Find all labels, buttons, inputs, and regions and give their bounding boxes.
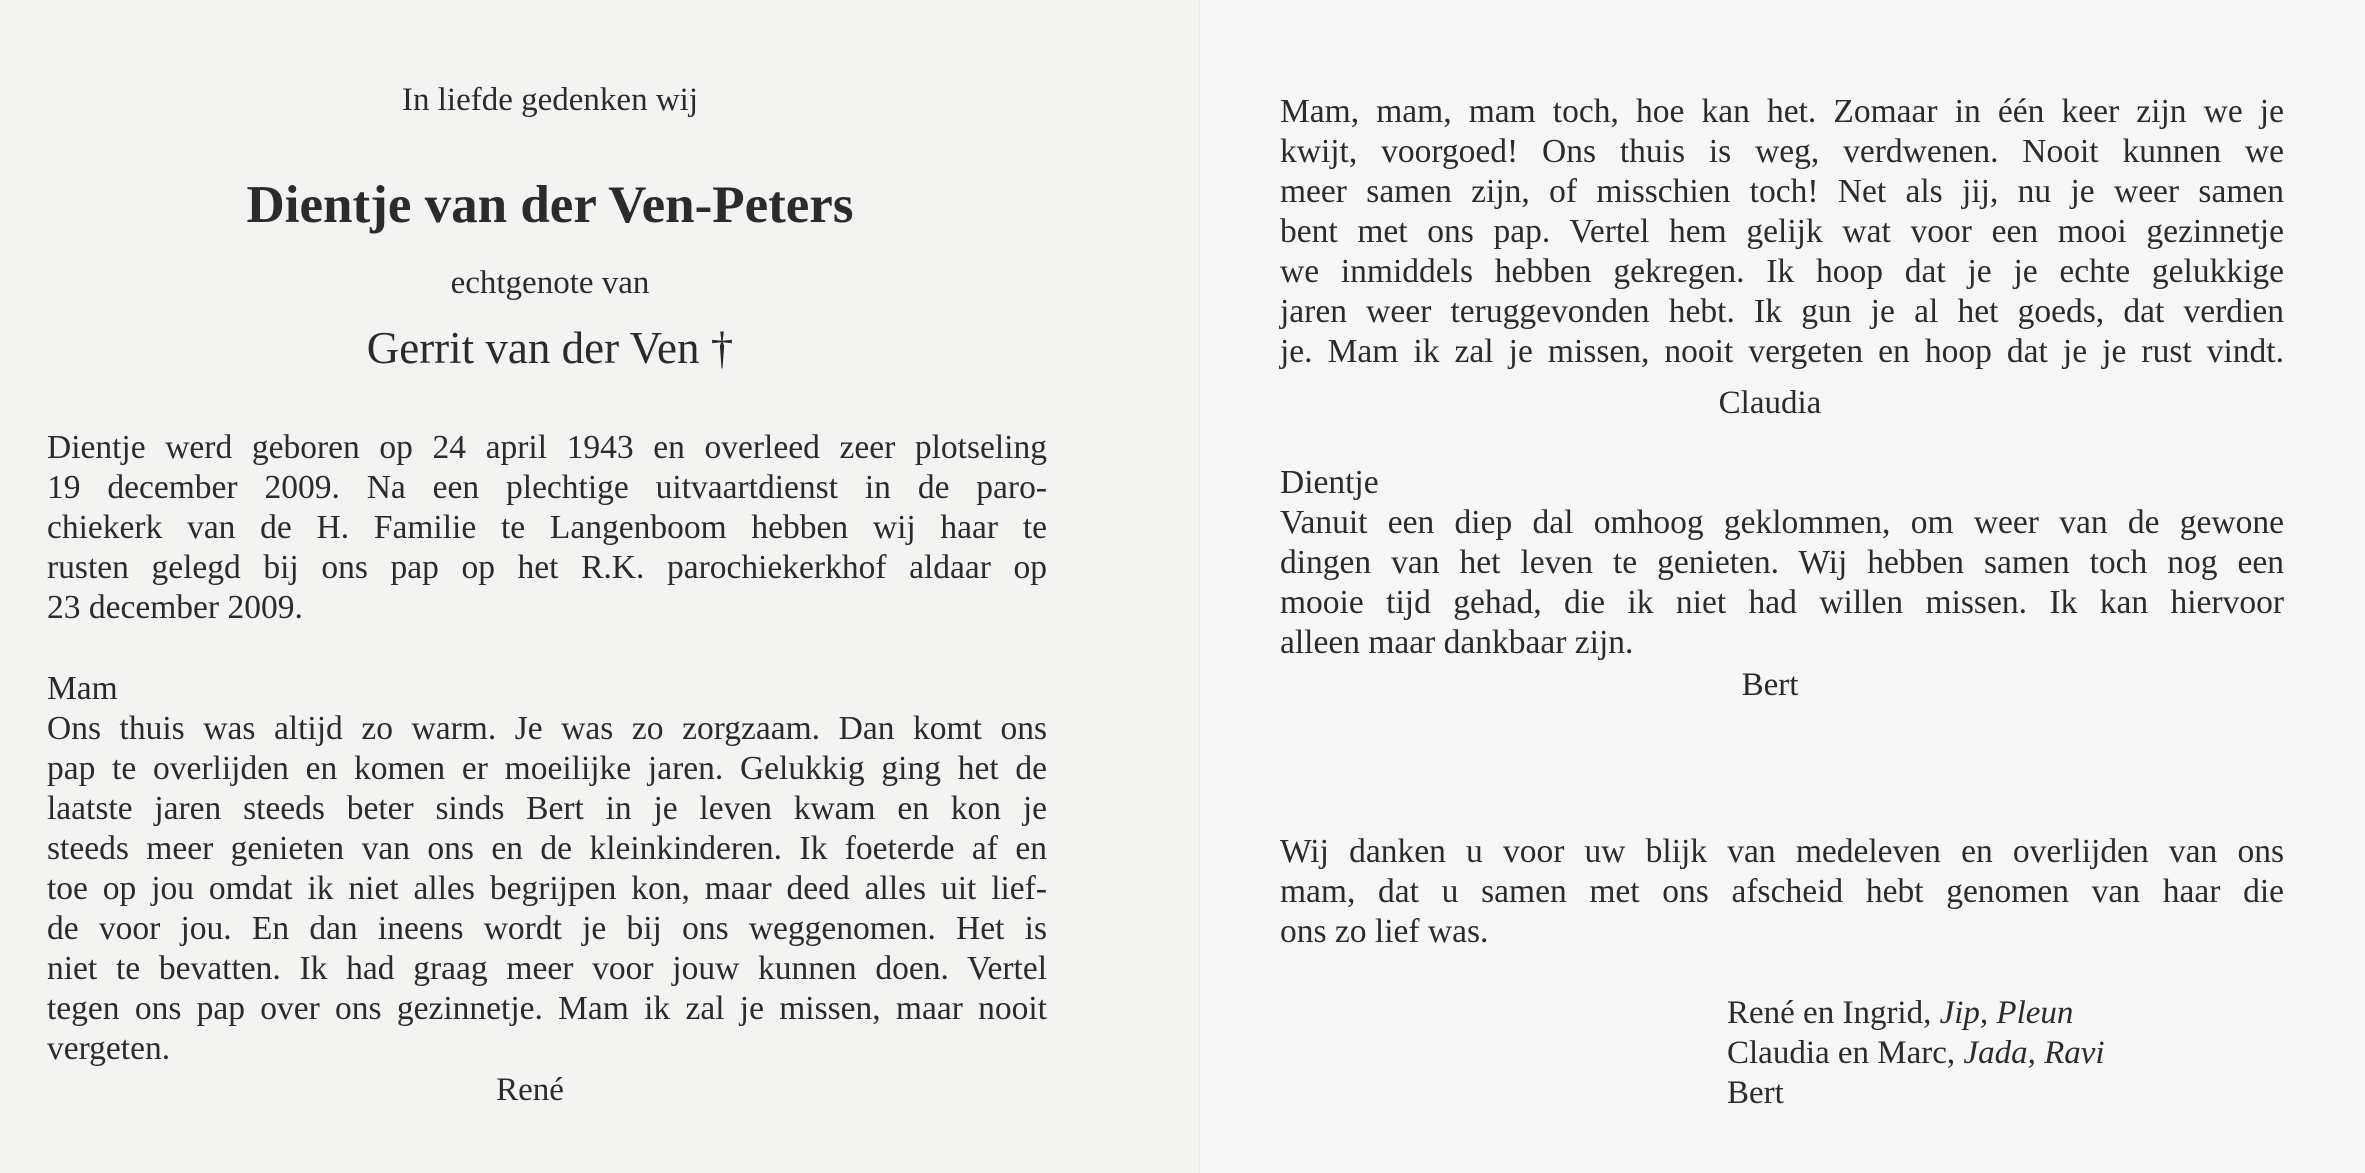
signature-rene: René [496,1072,564,1108]
bio-line: 23 december 2009. [47,589,303,626]
letter-line: toe op jou omdat ik niet alles begrijpen kon, maar deed alles uit lief- [47,870,1047,907]
letter-line: Vanuit een diep dal omhoog geklommen, om weer van de gewone [1280,504,2284,541]
letter-line: jaren weer teruggevonden hebt. Ik gun je al het goeds, dat verdien [1280,293,2284,330]
letter-line: bent met ons pap. Vertel hem gelijk wat voor een mooi gezinnetje [1280,213,2284,250]
letter-line: Mam, mam, mam toch, hoe kan het. Zomaar in één keer zijn we je [1280,93,2284,130]
bio-line: Dientje werd geboren op 24 april 1943 en overleed zeer plotseling [47,429,1047,466]
letter-line: mooie tijd gehad, die ik niet had willen missen. Ik kan hiervoor [1280,584,2284,621]
letter-line: de voor jou. En dan ineens wordt je bij ons weggenomen. Het is [47,910,1047,947]
letter-heading: Dientje [1280,464,1379,501]
letter-heading: Mam [47,670,118,707]
family-names: Claudia en Marc, [1727,1035,1956,1071]
letter-line: laatste jaren steeds beter sinds Bert in je leven kwam en kon je [47,790,1047,827]
grandchildren-names: Jip, Pleun [1939,995,2074,1031]
intro-text: In liefde gedenken wij [402,82,698,118]
letter-line: dingen van het leven te genieten. Wij hebben samen toch nog een [1280,544,2284,581]
letter-line: Ons thuis was altijd zo warm. Je was zo zorgzaam. Dan komt ons [47,710,1047,747]
letter-claudia [1280,92,2284,372]
bio-paragraph [47,428,1047,628]
grandchildren-names: Jada, Ravi [1963,1035,2105,1071]
family-names: René en Ingrid, [1727,995,1932,1031]
letter-line: meer samen zijn, of misschien toch! Net als jij, nu je weer samen [1280,173,2284,210]
letter-line: alleen maar dankbaar zijn. [1280,624,1634,661]
bio-line: 19 december 2009. Na een plechtige uitvaartdienst in de paro- [47,469,1047,506]
letter-bert [1280,463,2284,663]
letter-line: vergeten. [47,1030,171,1067]
family-list [1727,993,2105,1113]
thanks-line: Wij danken u voor uw blijk van medeleven en overlijden van ons [1280,833,2284,870]
letter-line: we inmiddels hebben gekregen. Ik hoop dat je je echte gelukkige [1280,253,2284,290]
spouse-name: Gerrit van der Ven † [366,323,734,373]
bio-line: rusten gelegd bij ons pap op het R.K. parochiekerkhof aldaar op [47,549,1047,586]
right-page [1200,0,2365,1173]
letter-line: steeds meer genieten van ons en de kleinkinderen. Ik foeterde af en [47,830,1047,867]
family-entry [1727,993,2105,1033]
letter-line: kwijt, voorgoed! Ons thuis is weg, verdwenen. Nooit kunnen we [1280,133,2284,170]
letter-line: niet te bevatten. Ik had graag meer voor jouw kunnen doen. Vertel [47,950,1047,987]
letter-line: tegen ons pap over ons gezinnetje. Mam ik zal je missen, maar nooit [47,990,1047,1027]
signature-bert: Bert [1741,667,1799,703]
bio-line: chiekerk van de H. Familie te Langenboom hebben wij haar te [47,509,1047,546]
signature-claudia: Claudia [1718,385,1822,421]
family-entry [1727,1033,2105,1073]
family-entry [1727,1073,2105,1113]
thanks-line: mam, dat u samen met ons afscheid hebt genomen van haar die [1280,873,2284,910]
letter-line: je. Mam ik zal je missen, nooit vergeten en hoop dat je je rust vindt. [1280,333,2284,370]
letter-line: pap te overlijden en komen er moeilijke jaren. Gelukkig ging het de [47,750,1047,787]
thanks-paragraph [1280,832,2284,952]
deceased-name: Dientje van der Ven-Peters [246,176,854,234]
spouse-label: echtgenote van [450,265,650,301]
family-names: Bert [1727,1075,1784,1111]
thanks-line: ons zo lief was. [1280,913,1489,950]
letter-rene [47,669,1047,1069]
